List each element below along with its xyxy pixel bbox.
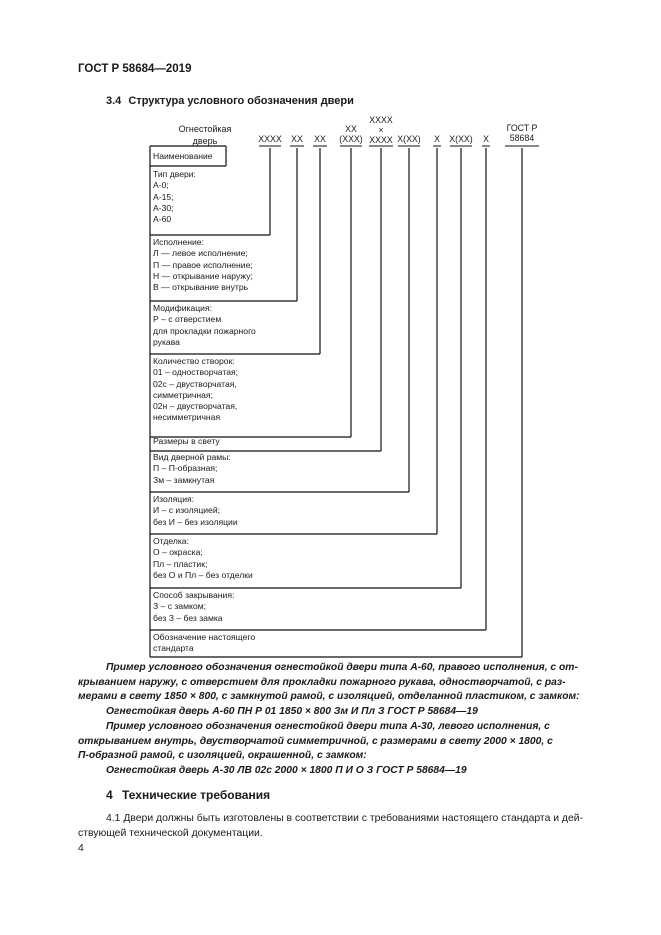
example-block-4-line-1: Огнестойкая дверь А-30 ЛВ 02с 2000 × 1800 П И О З ГОСТ Р 58684—19 [106,765,467,776]
scheme-row-4 [153,303,256,348]
scheme-row-7-line-2: П – П-образная; [153,463,218,474]
page-header: ГОСТ Р 58684—2019 [78,63,192,75]
scheme-row-7-line-3: Зм – замкнутая [153,474,215,485]
scheme-row-3-line-1: Исполнение: [153,237,204,247]
code-6: X(XX) [397,134,421,144]
scheme-head-line-2: дверь [192,136,218,146]
scheme-row-3-line-3: П — правое исполнение; [153,259,253,270]
scheme-row-8 [153,494,238,528]
scheme-row-9-line-1: Отделка: [153,536,189,546]
scheme-row-2-line-2: А-0; [153,180,169,191]
scheme-row-4-line-2: Р – с отверстием [153,314,222,325]
example-block-1-line-3: мерами в свету 1850 × 800, с замкнутой рамой, с изоляцией, отделанной пластиком, с замком: [78,691,580,702]
scheme-row-6 [153,436,220,447]
example-block-3-line-1: Пример условного обозначения огнестойкой двери типа А-30, левого исполнения, с [106,721,550,732]
scheme-row-3-line-4: Н — открывание наружу; [153,270,253,281]
example-block-1 [78,661,580,705]
scheme-row-2-line-1: Тип двери: [153,169,196,179]
code-3: XX [314,134,326,144]
example-block-1-line-2: крыванием наружу, с отверстием для прокладки пожарного рукава, одностворчатой, с раз- [78,676,566,688]
paragraph-4-1-line-2: ствующей технической документации. [78,827,263,839]
scheme-row-1 [153,151,213,162]
example-block-3-line-3: П-образной рамой, с изоляцией, окрашенной, с замком: [78,750,367,761]
scheme-row-9-line-3: Пл – пластик; [153,558,208,569]
scheme-row-4-line-4: рукава [153,336,180,347]
code-1: XXXX [258,134,282,144]
code-5: XXXX × XXXX [369,115,393,145]
page-number: 4 [78,843,84,854]
example-block-1-line-1: Пример условного обозначения огнестойкой двери типа А-60, правого исполнения, с от- [106,662,578,673]
example-block-2 [106,705,478,720]
scheme-row-10-line-1: Способ закрывания: [153,590,235,600]
section-4-heading [106,788,270,802]
scheme-row-3-line-5: В — открывание внутрь [153,282,249,293]
section-4-title: Технические требования [122,788,271,802]
scheme-row-4-line-3: для прокладки пожарного [153,325,256,336]
paragraph-4-1-text [78,812,584,841]
scheme-row-11-line-2: стандарта [153,643,194,654]
section-3-4-number: 3.4 [106,95,122,107]
scheme-row-9-line-2: О – окраска; [153,547,203,558]
code-2: XX [291,134,303,144]
scheme-row-3-line-2: Л — левое исполнение; [153,248,248,259]
scheme-row-2 [153,169,196,225]
scheme-row-5-line-2: 01 – одностворчатая; [153,367,239,378]
scheme-head-line-1: Огнестойкая [178,124,232,134]
scheme-row-9-line-4: без О и Пл – без отделки [153,569,253,580]
scheme-row-8-line-3: без И – без изоляции [153,516,238,527]
code-8: X(XX) [449,134,473,144]
scheme-row-2-line-3: А-15; [153,191,174,202]
scheme-row-11 [153,632,255,655]
code-10: ГОСТ Р 58684 [506,123,538,143]
code-4: XX (XXX) [339,124,363,144]
scheme-row-10-line-3: без З – без замка [153,612,223,623]
scheme-row-5-line-1: Количество створок: [153,356,235,366]
scheme-row-2-line-5: А-60 [153,214,172,225]
example-block-3-line-2: открыванием внутрь, двустворчатой симметричной, с размерами в свету 2000 × 1800, с [78,735,553,747]
scheme-row-7 [153,452,231,486]
scheme-row-8-line-2: И – с изоляцией; [153,505,221,516]
scheme-row-6-line-1: Размеры в свету [153,436,220,446]
scheme-row-5-line-3: 02с – двустворчатая, [153,378,237,389]
section-3-4-title: Структура условного обозначения двери [128,95,354,107]
scheme-row-3 [153,237,253,293]
code-9: X [483,134,489,144]
scheme-row-10 [153,590,234,624]
scheme-row-7-line-1: Вид дверной рамы: [153,452,231,462]
example-block-4 [106,764,467,779]
scheme-row-5-line-6: несимметричная [153,412,221,423]
scheme-row-2-line-4: А-30; [153,202,174,213]
scheme-row-9 [153,536,253,581]
scheme-row-4-line-1: Модификация: [153,303,213,313]
section-4-number: 4 [106,788,113,802]
paragraph-4-1-line-1: 4.1 Двери должны быть изготовлены в соответствии с требованиями настоящего стандарта и дей- [106,813,584,824]
scheme-row-10-line-2: З – с замком; [153,601,206,612]
scheme-row-5-line-4: симметричная; [153,389,213,400]
scheme-row-8-line-1: Изоляция: [153,494,195,504]
scheme-row-5 [153,356,238,424]
scheme-row-1-line-1: Наименование [153,151,213,161]
scheme-row-5-line-5: 02н – двустворчатая, [153,401,238,412]
scheme-row-11-line-1: Обозначение настоящего [153,632,256,642]
code-7: X [434,134,440,144]
example-block-3 [78,720,553,764]
example-block-2-line-1: Огнестойкая дверь А-60 ПН Р 01 1850 × 800 Зм И Пл З ГОСТ Р 58684—19 [106,706,478,717]
